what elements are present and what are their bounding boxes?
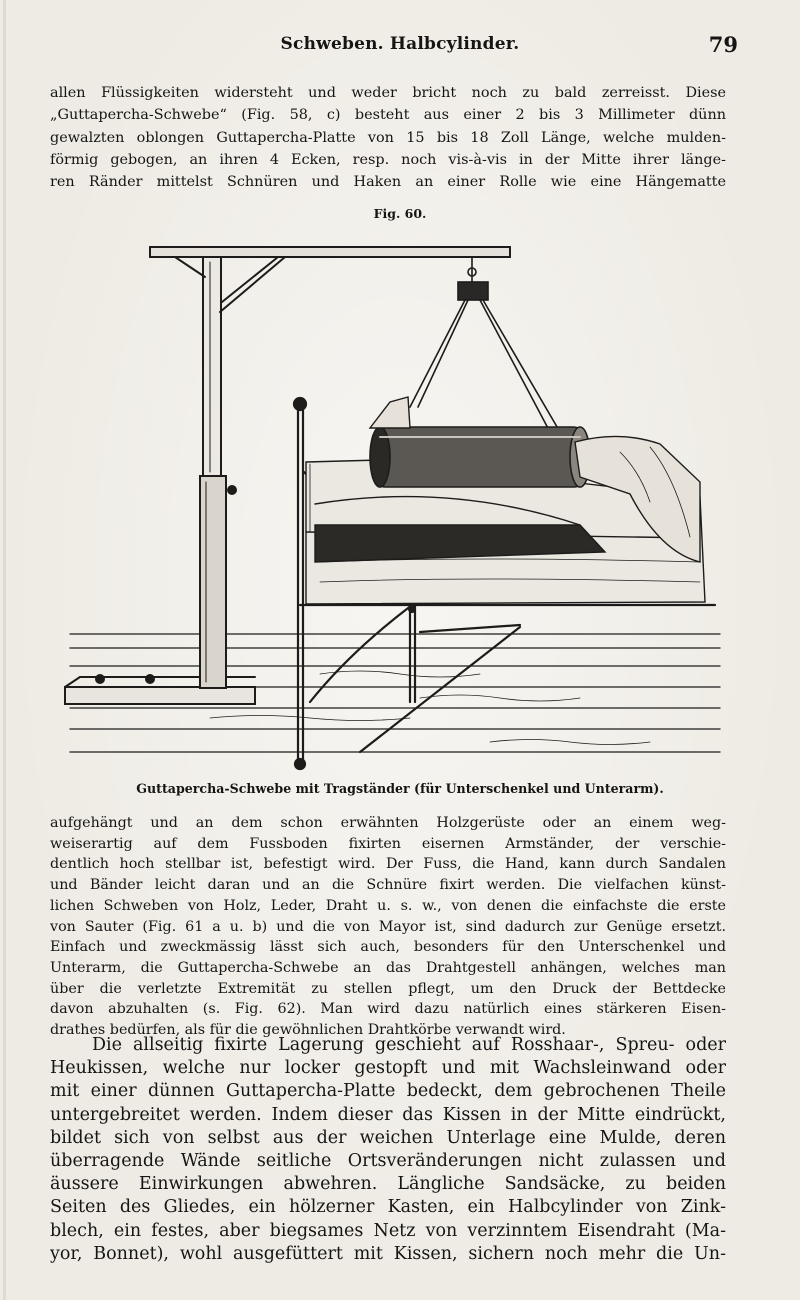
text-line: Heukissen, welche nur locker gestopft und mit Wachsleinwand oder (50, 1058, 726, 1079)
text-line: aufgehängt und an dem schon erwähnten Holzgerüste oder an einem weg- (50, 815, 726, 831)
text-line: untergebreitet werden. Indem dieser das Kissen in der Mitte eindrückt, (50, 1104, 726, 1125)
pulley-and-cords (410, 257, 560, 432)
page-header (50, 34, 750, 62)
paragraph-2 (50, 813, 726, 1041)
page-number: 79 (708, 32, 738, 57)
text-line: blech, ein festes, aber biegsames Netz von verzinntem Eisendraht (Ma- (50, 1220, 726, 1241)
text-line: ren Ränder mittelst Schnüren und Haken an einer Rolle wie eine Hängematte (50, 174, 726, 191)
paragraph-1 (50, 82, 726, 193)
text-line: mit einer dünnen Guttapercha-Platte bedeckt, dem gebrochenen Theile (50, 1081, 726, 1102)
text-line: Seiten des Gliedes, ein hölzerner Kasten, ein Halbcylinder von Zink- (50, 1197, 726, 1218)
paragraph-3 (50, 1034, 726, 1266)
text-line: äussere Einwirkungen abwehren. Längliche Sandsäcke, zu beiden (50, 1174, 726, 1195)
text-line: allen Flüssigkeiten widersteht und weder bricht noch zu bald zerreisst. Diese (50, 85, 726, 101)
text-line: „Guttapercha-Schwebe“ (Fig. 58, c) besteht aus einer 2 bis 3 Millimeter dünn (50, 107, 726, 124)
text-line: gewalzten oblongen Guttapercha-Platte von 15 bis 18 Zoll Länge, welche mulden- (50, 129, 726, 146)
text-line: und Bänder leicht daran und an die Schnüre fixirt werden. Die vielfachen künst- (50, 877, 726, 894)
figure-caption: Guttapercha-Schwebe mit Tragständer (für Unterschenkel und Unterarm). (136, 781, 664, 796)
running-title: Schweben. Halbcylinder. (280, 34, 520, 54)
text-line: dentlich hoch stellbar ist, befestigt wird. Der Fuss, die Hand, kann durch Sandalen (50, 856, 726, 873)
text-line: Unterarm, die Guttapercha-Schwebe an das Drahtgestell anhängen, welches man (50, 959, 726, 976)
text-line: yor, Bonnet), wohl ausgefüttert mit Kissen, sichern noch mehr die Un- (50, 1243, 726, 1264)
page-edge (3, 0, 6, 1300)
guttapercha-sling (370, 427, 590, 487)
text-line: förmig gebogen, an ihren 4 Ecken, resp. noch vis-à-vis in der Mitte ihrer länge- (50, 151, 726, 168)
text-line: über die verletzte Extremität zu stellen pflegt, um den Druck der Bettdecke (50, 980, 726, 997)
figure-label: Fig. 60. (373, 206, 427, 221)
text-line: weiserartig auf dem Fussboden fixirten eisernen Armständer, der verschie- (50, 835, 726, 852)
text-line: lichen Schweben von Holz, Leder, Draht u. s. w., von denen die einfachste die erste (50, 897, 726, 914)
text-line: davon abzuhalten (s. Fig. 62). Man wird dazu natürlich eines stärkeren Eisen- (50, 1001, 726, 1018)
text-line: drathes bedürfen, als für die gewöhnlichen Drahtkörbe verwandt wird. (50, 1022, 566, 1039)
text-line: Die allseitig fixirte Lagerung geschieht auf Rosshaar-, Spreu- oder (92, 1035, 726, 1055)
text-line: von Sauter (Fig. 61 a u. b) und die von Mayor ist, sind dadurch zur Genüge ersetzt. (50, 918, 726, 935)
text-line: Einfach und zweckmässig lässt sich auch, besonders für den Unterschenkel und (50, 939, 726, 956)
figure-illustration (60, 232, 740, 777)
text-line: bildet sich von selbst aus der weichen Unterlage eine Mulde, deren (50, 1127, 726, 1148)
stand-post (200, 250, 236, 688)
text-line: überragende Wände seitliche Ortsveränderungen nicht zulassen und (50, 1151, 726, 1172)
